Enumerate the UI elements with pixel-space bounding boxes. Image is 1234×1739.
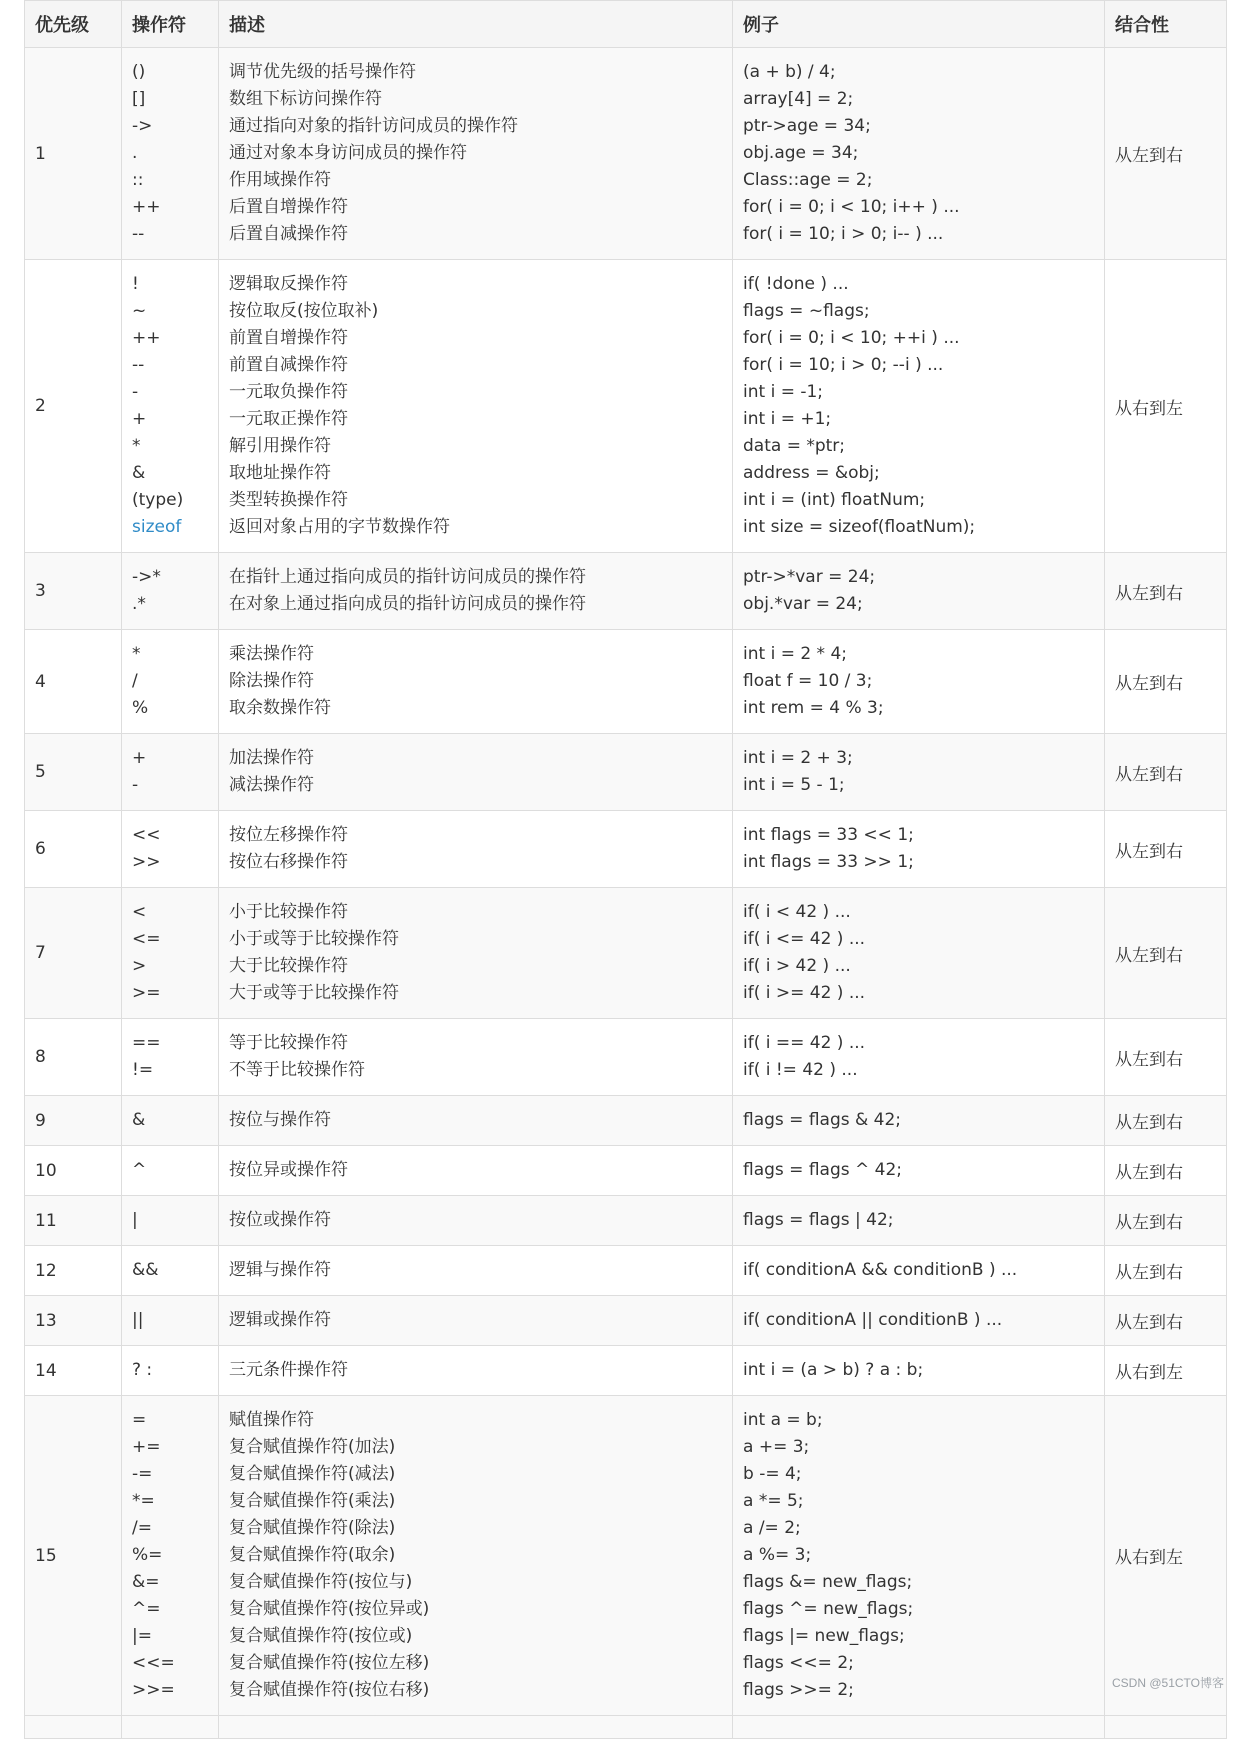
cell-precedence: 14	[25, 1346, 122, 1396]
cell-associativity: 从左到右	[1105, 811, 1227, 888]
table-row	[25, 1396, 1227, 1716]
operator-item: --	[132, 224, 145, 244]
cell-associativity: 从左到右	[1105, 1146, 1227, 1196]
cell-precedence: 11	[25, 1196, 122, 1246]
description-item: 除法操作符	[229, 671, 314, 691]
operator-item: ++	[132, 328, 161, 348]
cell-associativity: 从左到右	[1105, 1246, 1227, 1296]
operator-item: *=	[132, 1491, 155, 1511]
example-item: if( conditionA || conditionB ) ...	[743, 1310, 1003, 1330]
example-item: flags ^= new_flags;	[743, 1599, 914, 1619]
operator-item: ()	[132, 62, 146, 82]
cell-descriptions	[219, 1196, 733, 1246]
table-row	[25, 1296, 1227, 1346]
cell-examples	[733, 553, 1105, 630]
cell-descriptions	[219, 1019, 733, 1096]
cell-examples	[733, 1146, 1105, 1196]
cell-examples	[733, 734, 1105, 811]
example-item: flags &= new_flags;	[743, 1572, 913, 1592]
cell-associativity: 从左到右	[1105, 48, 1227, 260]
description-item: 复合赋值操作符(按位或)	[229, 1626, 413, 1646]
cell-examples	[733, 260, 1105, 553]
operator-item: &	[132, 1110, 146, 1130]
description-item: 逻辑或操作符	[229, 1310, 331, 1330]
cell-precedence: 7	[25, 888, 122, 1019]
example-item: (a + b) / 4;	[743, 62, 836, 82]
operator-item: ||	[132, 1310, 144, 1330]
table-row	[25, 1346, 1227, 1396]
cell-operators	[122, 48, 219, 260]
cell-operators	[122, 1146, 219, 1196]
cell-operators	[122, 734, 219, 811]
cell-associativity: 从左到右	[1105, 1196, 1227, 1246]
example-item: if( i == 42 ) ...	[743, 1033, 866, 1053]
example-item: a /= 2;	[743, 1518, 801, 1538]
cell-associativity: 从左到右	[1105, 1019, 1227, 1096]
header-precedence: 优先级	[25, 1, 122, 48]
header-associativity: 结合性	[1105, 1, 1227, 48]
example-item: Class::age = 2;	[743, 170, 873, 190]
example-item: int i = (int) floatNum;	[743, 490, 926, 510]
example-item: for( i = 10; i > 0; i-- ) ...	[743, 224, 944, 244]
operator-item: .*	[132, 594, 146, 614]
example-item: ptr->age = 34;	[743, 116, 871, 136]
description-item: 取余数操作符	[229, 698, 331, 718]
operator-item: /	[132, 671, 138, 691]
cell-operators	[122, 630, 219, 734]
example-item: if( i >= 42 ) ...	[743, 983, 866, 1003]
example-item: int i = (a > b) ? a : b;	[743, 1360, 924, 1380]
cell-precedence: 9	[25, 1096, 122, 1146]
operator-item: !	[132, 274, 139, 294]
operator-item: ->	[132, 116, 153, 136]
operator-precedence-table-wrapper	[24, 0, 1226, 1739]
cell-examples	[733, 48, 1105, 260]
cell-precedence: 6	[25, 811, 122, 888]
cell-descriptions	[219, 1096, 733, 1146]
example-item: b -= 4;	[743, 1464, 802, 1484]
cell-operators	[122, 553, 219, 630]
table-body-continued	[25, 1716, 1227, 1739]
example-item: int rem = 4 % 3;	[743, 698, 884, 718]
example-item: if( !done ) ...	[743, 274, 849, 294]
description-item: 减法操作符	[229, 775, 314, 795]
operator-item: &&	[132, 1260, 159, 1280]
cell-associativity: 从左到右	[1105, 1096, 1227, 1146]
cell-precedence: 3	[25, 553, 122, 630]
cell-empty	[122, 1716, 219, 1739]
description-item: 复合赋值操作符(按位左移)	[229, 1653, 430, 1673]
cell-operators	[122, 1096, 219, 1146]
table-body	[25, 48, 1227, 1716]
cell-descriptions	[219, 1146, 733, 1196]
example-item: address = &obj;	[743, 463, 880, 483]
description-item: 复合赋值操作符(取余)	[229, 1545, 396, 1565]
example-item: obj.age = 34;	[743, 143, 859, 163]
operator-item: <<	[132, 825, 161, 845]
header-row	[25, 1, 1227, 48]
description-item: 逻辑取反操作符	[229, 274, 348, 294]
description-item: 一元取正操作符	[229, 409, 348, 429]
description-item: 赋值操作符	[229, 1410, 314, 1430]
example-item: int i = 2 * 4;	[743, 644, 848, 664]
operator-item: []	[132, 89, 146, 109]
cell-operators	[122, 888, 219, 1019]
operator-item: +	[132, 748, 147, 768]
description-item: 复合赋值操作符(除法)	[229, 1518, 396, 1538]
description-item: 乘法操作符	[229, 644, 314, 664]
cell-examples	[733, 888, 1105, 1019]
cell-operators	[122, 1246, 219, 1296]
cell-descriptions	[219, 1296, 733, 1346]
description-item: 按位异或操作符	[229, 1160, 348, 1180]
cell-examples	[733, 630, 1105, 734]
example-item: int a = b;	[743, 1410, 823, 1430]
description-item: 按位与操作符	[229, 1110, 331, 1130]
cell-empty	[219, 1716, 733, 1739]
cell-examples	[733, 1346, 1105, 1396]
operator-item: <<=	[132, 1653, 175, 1673]
example-item: int i = 5 - 1;	[743, 775, 845, 795]
example-item: int flags = 33 >> 1;	[743, 852, 914, 872]
example-item: a += 3;	[743, 1437, 810, 1457]
table-row	[25, 888, 1227, 1019]
operator-item: ? :	[132, 1360, 153, 1380]
cell-empty	[733, 1716, 1105, 1739]
description-item: 复合赋值操作符(按位右移)	[229, 1680, 430, 1700]
example-item: data = *ptr;	[743, 436, 846, 456]
description-item: 大于或等于比较操作符	[229, 983, 399, 1003]
operator-item: &	[132, 463, 146, 483]
description-item: 加法操作符	[229, 748, 314, 768]
table-row	[25, 1146, 1227, 1196]
header-operator: 操作符	[122, 1, 219, 48]
operator-item: +=	[132, 1437, 161, 1457]
example-item: for( i = 0; i < 10; ++i ) ...	[743, 328, 960, 348]
operator-item: ^=	[132, 1599, 161, 1619]
cell-associativity: 从右到左	[1105, 260, 1227, 553]
table-row	[25, 1096, 1227, 1146]
cell-examples	[733, 1396, 1105, 1716]
example-item: if( i <= 42 ) ...	[743, 929, 866, 949]
table-row	[25, 630, 1227, 734]
cell-descriptions	[219, 1346, 733, 1396]
description-item: 小于或等于比较操作符	[229, 929, 399, 949]
description-item: 数组下标访问操作符	[229, 89, 382, 109]
description-item: 按位取反(按位取补)	[229, 301, 379, 321]
cell-operators	[122, 1019, 219, 1096]
example-item: a %= 3;	[743, 1545, 812, 1565]
operator-item: ++	[132, 197, 161, 217]
cell-descriptions	[219, 553, 733, 630]
header-example: 例子	[733, 1, 1105, 48]
table-row	[25, 1019, 1227, 1096]
operator-item: ==	[132, 1033, 161, 1053]
table-row-partial	[25, 1716, 1227, 1739]
operator-item: /=	[132, 1518, 152, 1538]
description-item: 前置自减操作符	[229, 355, 348, 375]
example-item: int i = -1;	[743, 382, 824, 402]
operator-item: -=	[132, 1464, 153, 1484]
example-item: if( conditionA && conditionB ) ...	[743, 1260, 1018, 1280]
cell-associativity: 从左到右	[1105, 888, 1227, 1019]
description-item: 三元条件操作符	[229, 1360, 348, 1380]
cell-operators	[122, 1296, 219, 1346]
operator-item: <=	[132, 929, 161, 949]
example-item: flags <<= 2;	[743, 1653, 854, 1673]
cell-operators	[122, 1396, 219, 1716]
example-item: flags >>= 2;	[743, 1680, 854, 1700]
cell-precedence: 5	[25, 734, 122, 811]
cell-precedence: 10	[25, 1146, 122, 1196]
example-item: for( i = 10; i > 0; --i ) ...	[743, 355, 944, 375]
example-item: a *= 5;	[743, 1491, 804, 1511]
operator-item: -	[132, 775, 139, 795]
cell-examples	[733, 1196, 1105, 1246]
cell-examples	[733, 1019, 1105, 1096]
cell-operators	[122, 1346, 219, 1396]
cell-descriptions	[219, 888, 733, 1019]
cell-operators	[122, 811, 219, 888]
cell-descriptions	[219, 811, 733, 888]
cell-associativity: 从右到左	[1105, 1346, 1227, 1396]
operator-item: .	[132, 143, 138, 163]
cell-precedence: 8	[25, 1019, 122, 1096]
description-item: 按位或操作符	[229, 1210, 331, 1230]
description-item: 按位右移操作符	[229, 852, 348, 872]
example-item: int size = sizeof(floatNum);	[743, 517, 976, 537]
example-item: flags |= new_flags;	[743, 1626, 905, 1646]
operator-item: ^	[132, 1160, 147, 1180]
cell-associativity: 从左到右	[1105, 630, 1227, 734]
example-item: int i = +1;	[743, 409, 832, 429]
description-item: 后置自增操作符	[229, 197, 348, 217]
table-row	[25, 734, 1227, 811]
cell-empty	[1105, 1716, 1227, 1739]
cell-precedence: 1	[25, 48, 122, 260]
cell-examples	[733, 1296, 1105, 1346]
operator-item: >=	[132, 983, 161, 1003]
operator-item: &=	[132, 1572, 160, 1592]
table-row	[25, 1196, 1227, 1246]
watermark-text: CSDN @51CTO博客	[1112, 1676, 1224, 1690]
operator-item: +	[132, 409, 147, 429]
header-description: 描述	[219, 1, 733, 48]
cell-descriptions	[219, 1396, 733, 1716]
table-header	[25, 1, 1227, 48]
description-item: 作用域操作符	[229, 170, 331, 190]
operator-item: ->*	[132, 567, 161, 587]
cell-precedence: 4	[25, 630, 122, 734]
operator-precedence-table	[24, 0, 1227, 1739]
cell-associativity: 从左到右	[1105, 1296, 1227, 1346]
cell-descriptions	[219, 1246, 733, 1296]
example-item: flags = flags & 42;	[743, 1110, 902, 1130]
example-item: int flags = 33 << 1;	[743, 825, 914, 845]
cell-examples	[733, 1246, 1105, 1296]
operator-item: *	[132, 436, 141, 456]
description-item: 调节优先级的括号操作符	[229, 62, 416, 82]
example-item: flags = flags | 42;	[743, 1210, 894, 1230]
example-item: flags = ~flags;	[743, 301, 870, 321]
example-item: if( i != 42 ) ...	[743, 1060, 858, 1080]
operator-item: <	[132, 902, 147, 922]
cell-precedence: 12	[25, 1246, 122, 1296]
example-item: int i = 2 + 3;	[743, 748, 853, 768]
operator-item: *	[132, 644, 141, 664]
description-item: 逻辑与操作符	[229, 1260, 331, 1280]
operator-item: |	[132, 1210, 138, 1230]
description-item: 大于比较操作符	[229, 956, 348, 976]
description-item: 类型转换操作符	[229, 490, 348, 510]
example-item: if( i < 42 ) ...	[743, 902, 851, 922]
operator-link-sizeof[interactable]: sizeof	[132, 517, 182, 537]
description-item: 按位左移操作符	[229, 825, 348, 845]
description-item: 通过指向对象的指针访问成员的操作符	[229, 116, 518, 136]
description-item: 在指针上通过指向成员的指针访问成员的操作符	[229, 567, 586, 587]
description-item: 解引用操作符	[229, 436, 331, 456]
cell-precedence: 13	[25, 1296, 122, 1346]
example-item: flags = flags ^ 42;	[743, 1160, 903, 1180]
cell-precedence: 2	[25, 260, 122, 553]
example-item: array[4] = 2;	[743, 89, 854, 109]
cell-operators	[122, 260, 219, 553]
cell-empty	[25, 1716, 122, 1739]
operator-item: !=	[132, 1060, 154, 1080]
table-row	[25, 48, 1227, 260]
table-row	[25, 1246, 1227, 1296]
table-row	[25, 260, 1227, 553]
example-item: ptr->*var = 24;	[743, 567, 876, 587]
operator-item: -	[132, 382, 139, 402]
operator-item: %	[132, 698, 149, 718]
description-item: 复合赋值操作符(乘法)	[229, 1491, 396, 1511]
operator-item: (type)	[132, 490, 184, 510]
operator-item: --	[132, 355, 145, 375]
cell-descriptions	[219, 734, 733, 811]
example-item: for( i = 0; i < 10; i++ ) ...	[743, 197, 960, 217]
cell-examples	[733, 1096, 1105, 1146]
operator-item: >>	[132, 852, 161, 872]
example-item: obj.*var = 24;	[743, 594, 863, 614]
operator-item: ::	[132, 170, 144, 190]
description-item: 取地址操作符	[229, 463, 331, 483]
table-row	[25, 811, 1227, 888]
description-item: 在对象上通过指向成员的指针访问成员的操作符	[229, 594, 586, 614]
cell-operators	[122, 1196, 219, 1246]
description-item: 复合赋值操作符(按位异或)	[229, 1599, 430, 1619]
description-item: 通过对象本身访问成员的操作符	[229, 143, 467, 163]
table-row	[25, 553, 1227, 630]
description-item: 复合赋值操作符(按位与)	[229, 1572, 413, 1592]
operator-item: >	[132, 956, 147, 976]
operator-item: =	[132, 1410, 147, 1430]
cell-descriptions	[219, 630, 733, 734]
description-item: 不等于比较操作符	[229, 1060, 365, 1080]
cell-associativity: 从右到左	[1105, 1396, 1227, 1716]
description-item: 小于比较操作符	[229, 902, 348, 922]
description-item: 一元取负操作符	[229, 382, 348, 402]
example-item: float f = 10 / 3;	[743, 671, 873, 691]
operator-item: |=	[132, 1626, 152, 1646]
cell-precedence: 15	[25, 1396, 122, 1716]
cell-associativity: 从左到右	[1105, 734, 1227, 811]
operator-item: ~	[132, 301, 147, 321]
description-item: 等于比较操作符	[229, 1033, 348, 1053]
operator-item: >>=	[132, 1680, 175, 1700]
cell-associativity: 从左到右	[1105, 553, 1227, 630]
cell-examples	[733, 811, 1105, 888]
description-item: 复合赋值操作符(减法)	[229, 1464, 396, 1484]
description-item: 返回对象占用的字节数操作符	[229, 517, 450, 537]
description-item: 后置自减操作符	[229, 224, 348, 244]
description-item: 复合赋值操作符(加法)	[229, 1437, 396, 1457]
description-item: 前置自增操作符	[229, 328, 348, 348]
example-item: if( i > 42 ) ...	[743, 956, 851, 976]
cell-descriptions	[219, 260, 733, 553]
operator-item: %=	[132, 1545, 163, 1565]
cell-descriptions	[219, 48, 733, 260]
